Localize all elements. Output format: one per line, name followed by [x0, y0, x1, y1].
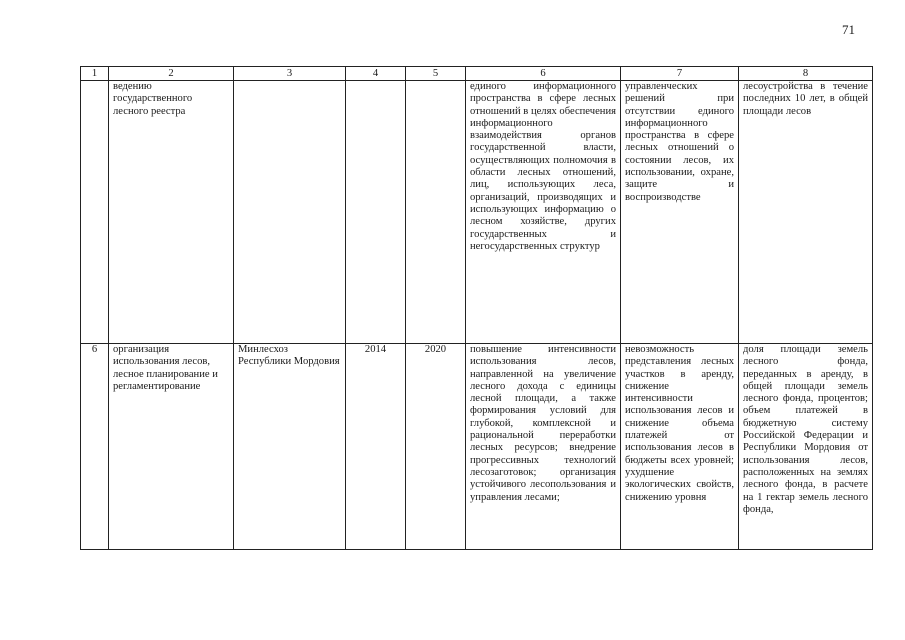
main-table [80, 66, 873, 550]
table-cell: 2020 [406, 344, 466, 550]
header-cell: 6 [466, 67, 621, 81]
table-cell: лесоустройства в течение последних 10 лет, в общей площади лесов [739, 81, 873, 344]
table-cell: 2014 [346, 344, 406, 550]
table-cell: единого информационного пространства в сфере лесных отношений в целях обеспечения информационного взаимодействия органов государственной власти, осуществляющих полномочия в области лесных отношений, лиц, использующих леса, организаций, производящих и использующих информацию о лесном хозяйстве, других государственных и негосударственных структур [466, 81, 621, 344]
table-cell [346, 81, 406, 344]
table-cell [406, 81, 466, 344]
table-cell: организация использования лесов, лесное планирование и регламентирование [109, 344, 234, 550]
table-cell: ведению государственного лесного реестра [109, 81, 234, 344]
header-cell: 4 [346, 67, 406, 81]
table-cell: невозможность представления лесных участков в аренду, снижение интенсивности использования лесов и снижение объема платежей от использования лесов в бюджеты всех уровней; ухудшение экологических свойств, снижению уровня [621, 344, 739, 550]
table-row [81, 81, 873, 344]
header-cell: 3 [234, 67, 346, 81]
header-row [81, 67, 873, 81]
header-cell: 7 [621, 67, 739, 81]
table-row [81, 344, 873, 550]
table-cell: доля площади земель лесного фонда, переданных в аренду, в общей площади земель лесного фонда, процентов; объем платежей в бюджетную систему Российской Федерации и Республики Мордовия от использования лесов, расположенных на землях лесного фонда, в расчете на 1 гектар земель лесного фонда, [739, 344, 873, 550]
table-cell [234, 81, 346, 344]
header-cell: 8 [739, 67, 873, 81]
header-cell: 1 [81, 67, 109, 81]
table-cell: повышение интенсивности использования лесов, направленной на увеличение лесного дохода с единицы лесной площади, а также формирования условий для глубокой, комплексной и рациональной переработки лесных ресурсов; внедрение прогрессивных технологий лесозаготовок; организация устойчивого лесопользования и управления лесами; [466, 344, 621, 550]
table-cell [81, 81, 109, 344]
table-cell: управленческих решений при отсутствии единого информационного пространства в сфере лесных отношений о состоянии лесов, их использовании, охране, защите и воспроизводстве [621, 81, 739, 344]
header-cell: 5 [406, 67, 466, 81]
header-cell: 2 [109, 67, 234, 81]
table-cell: 6 [81, 344, 109, 550]
table-cell: Минлесхоз Республики Мордовия [234, 344, 346, 550]
page-number: 71 [842, 22, 855, 37]
